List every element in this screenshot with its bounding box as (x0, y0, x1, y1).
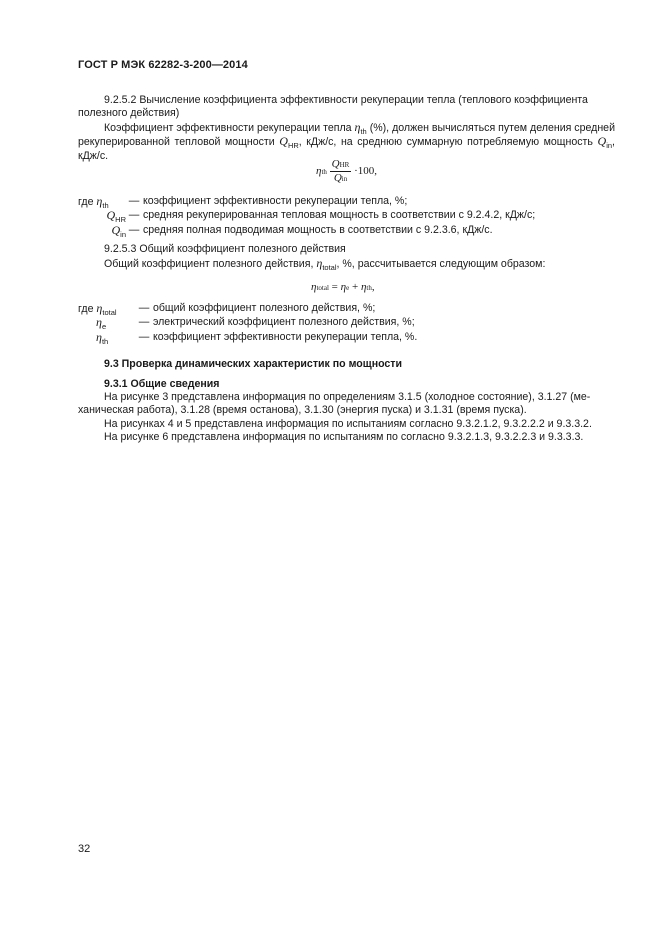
definition-row: где $\eta_{th}$ — коэффициент эффективности рекуперации тепла, %; (78, 194, 408, 210)
definition-row: $\eta_e$ — электрический коэффициент полезного действия, %; (96, 315, 415, 332)
section-9-2-5-3-body: Общий коэффициент полезного действия, $\eta_{total}$, %, рассчитывается следующим образом: (104, 256, 546, 272)
formula-heat-recovery: ηth $\frac{\text{QHR}}{\text{Qin}}$ ·100, (316, 158, 378, 184)
section-9-3-1-title: 9.3.1 Общие сведения (104, 378, 220, 390)
section-9-2-5-3-title: 9.2.5.3 Общий коэффициент полезного действия (104, 243, 346, 255)
definition-row: $\eta_{th}$ — коэффициент эффективности рекуперации тепла, %. (96, 329, 418, 346)
section-9-3-title: 9.3 Проверка динамических характеристик по мощности (104, 358, 403, 370)
definition-row: $Q_{HR}$ — средняя рекуперированная тепловая мощность в соответствии с 9.2.4.2, кДж/с; (106, 208, 536, 225)
section-9-2-5-2-body: Коэффициент эффективности рекуперации тепла $\eta_{th}$ (%), должен вычисляться путем деления средней рекуперированной тепловой мощности $Q_{HR}$, кДж/с, на среднюю суммарную потребляемую мощность $Q_{in}$, кДж/с. (78, 120, 615, 162)
section-9-3-1-body: На рисунке 3 представлена информация по определениям 3.1.5 (холодное состояние), 3.1.27 (ме- ханическая работа), 3.1.28 (время останова), 3.1.30 (энергия пуска) и 3.1.31 (время пуска). На рисунках 4 и 5 представлена информация по испытаниям согласно 9.3.2.1.2, 9.3.2.2.2 и 9.3.3.2. На рисунке 6 представлена информация по испытаниям по согласно 9.3.2.1.3, 9.3.2.2.3 и 9.3.3.3. (78, 391, 592, 444)
definitions-list-1 (78, 195, 535, 238)
definitions-list-2 (78, 302, 417, 345)
definition-row: где $\eta_{total}$ — общий коэффициент полезного действия, %; (78, 301, 376, 317)
fraction: $\frac{\text{QHR}}{\text{Qin}}$ (331, 158, 350, 184)
formula-total-efficiency: ηtotal = ηe + ηth, (311, 281, 375, 293)
document-header: ГОСТ Р МЭК 62282-3-200—2014 (78, 59, 248, 71)
definition-row: $Q_{in}$ — средняя полная подводимая мощность в соответствии с 9.2.3.6, кДж/с. (111, 222, 493, 239)
section-9-2-5-2-title: 9.2.5.2 Вычисление коэффициента эффективности рекуперации тепла (теплового коэффициента полезного действия) (78, 94, 588, 120)
page-number: 32 (78, 843, 91, 855)
